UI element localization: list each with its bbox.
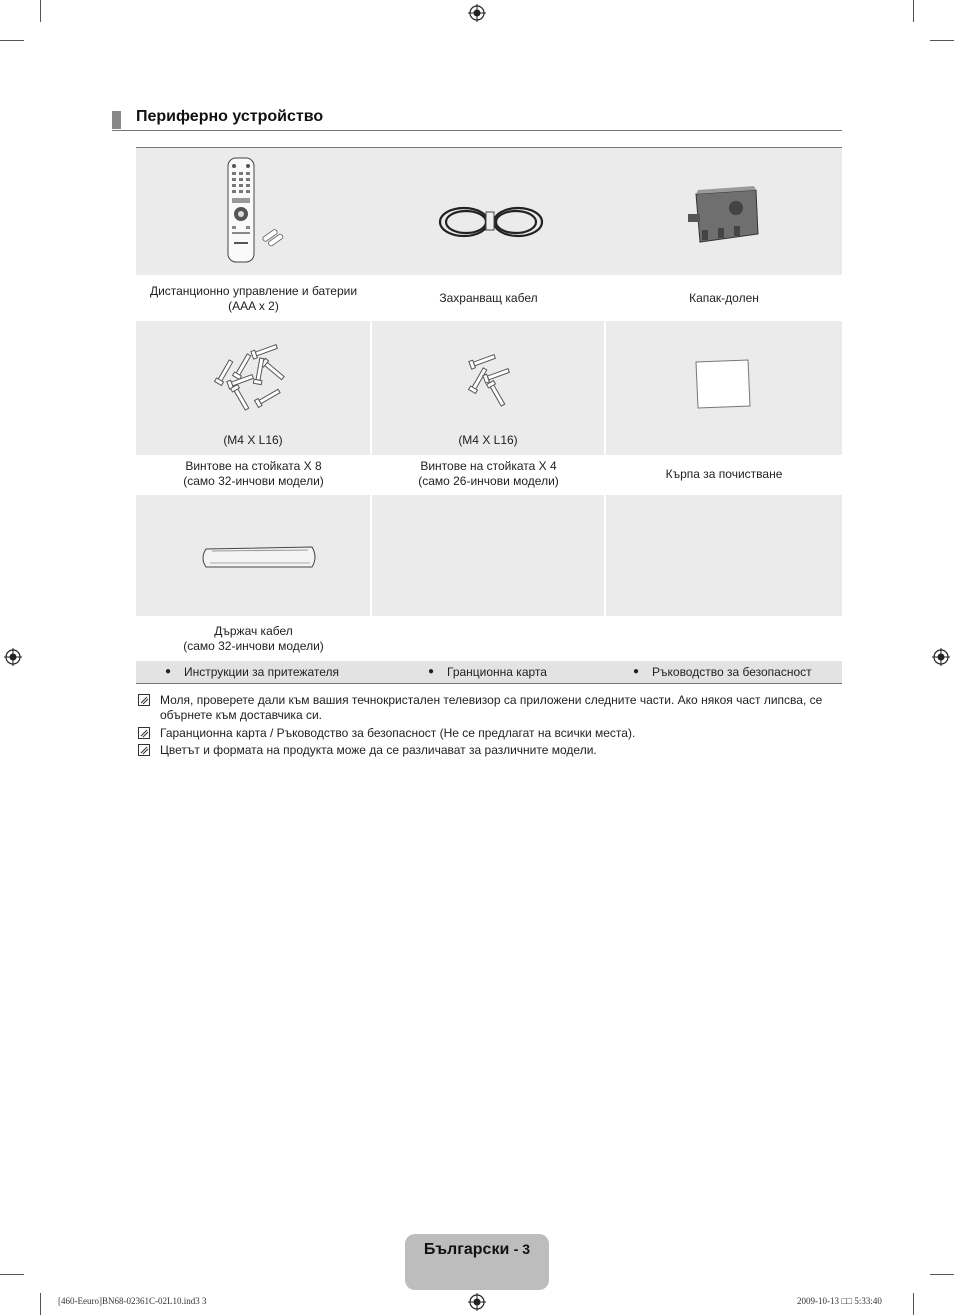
item-caption <box>371 291 606 306</box>
section-header <box>112 108 842 131</box>
item-sub: (AAA x 2) <box>228 299 279 313</box>
crop-mark <box>40 0 41 22</box>
registration-mark-icon <box>468 4 486 22</box>
note-icon <box>138 727 150 739</box>
note-icon <box>138 744 150 756</box>
document-item: Инструкции за притежателя <box>184 665 340 679</box>
bullet-icon: ● <box>165 666 172 677</box>
cable-holder-icon <box>200 545 320 571</box>
item-caption <box>606 467 842 482</box>
item-sub: (само 26-инчови модели) <box>418 474 559 488</box>
item-caption <box>371 459 606 489</box>
item-caption <box>136 624 371 654</box>
item-sub: (само 32-инчови модели) <box>183 639 324 653</box>
crop-mark <box>0 40 24 41</box>
screws-8-icon <box>210 340 296 414</box>
item-name: Кърпа за почистване <box>665 467 783 481</box>
item-spec: (M4 X L16) <box>458 433 518 447</box>
item-spec: (M4 X L16) <box>223 433 283 447</box>
section-title: Периферно устройство <box>136 108 324 125</box>
note <box>138 693 838 725</box>
item-name: Винтове на стойката X 4 <box>420 459 557 473</box>
registration-mark-icon <box>4 648 22 666</box>
bullet-icon: ● <box>428 666 435 677</box>
note-text: Цветът и формата на продукта може да се различават за различните модели. <box>160 743 597 757</box>
crop-mark <box>913 1293 914 1315</box>
page-footer-tab <box>405 1234 549 1290</box>
item-caption <box>136 459 371 489</box>
remote-control-icon <box>222 156 284 266</box>
bottom-cover-icon <box>688 186 760 244</box>
item-sub: (само 32-инчови модели) <box>183 474 324 488</box>
item-name: Дистанционно управление и батерии <box>149 284 358 298</box>
note-icon <box>138 694 150 706</box>
note <box>138 743 838 759</box>
print-info-left: [460-Eeuro]BN68-02361C-02L10.ind3 3 <box>58 1296 207 1306</box>
item-name: Захранващ кабел <box>439 291 538 305</box>
item-image-cell <box>372 495 604 616</box>
item-name: Винтове на стойката X 8 <box>185 459 322 473</box>
screws-4-icon <box>464 348 520 410</box>
bullet-icon: ● <box>633 666 640 677</box>
cleaning-cloth-icon <box>692 358 752 410</box>
power-cable-icon <box>436 200 548 244</box>
document-item: Ръководство за безопасност <box>652 665 812 679</box>
page-number: - 3 <box>513 1241 531 1257</box>
item-caption <box>606 291 842 306</box>
crop-mark <box>0 1274 24 1275</box>
crop-mark <box>913 0 914 22</box>
registration-mark-icon <box>932 648 950 666</box>
print-info-right: 2009-10-13 □□ 5:33:40 <box>797 1296 882 1306</box>
language-label: Български <box>423 1241 510 1258</box>
note <box>138 726 838 742</box>
document-item: Гранционна карта <box>447 665 547 679</box>
crop-mark <box>40 1293 41 1315</box>
section-marker <box>112 111 121 129</box>
crop-mark <box>930 1274 954 1275</box>
included-documents-row <box>136 661 842 684</box>
item-name: Държач кабел <box>214 624 293 638</box>
item-name: Капак-долен <box>689 291 759 305</box>
crop-mark <box>930 40 954 41</box>
note-text: Гаранционна карта / Ръководство за безопасност (Не се предлагат на всички места). <box>160 726 636 740</box>
registration-mark-icon <box>468 1293 486 1311</box>
page-label <box>405 1241 549 1259</box>
note-text: Моля, проверете дали към вашия течнокристален телевизор са приложени следните части. Ако някоя част липсва, се обърнете към доставчика си. <box>160 693 823 722</box>
item-image-cell <box>606 495 842 616</box>
item-caption <box>136 284 371 314</box>
